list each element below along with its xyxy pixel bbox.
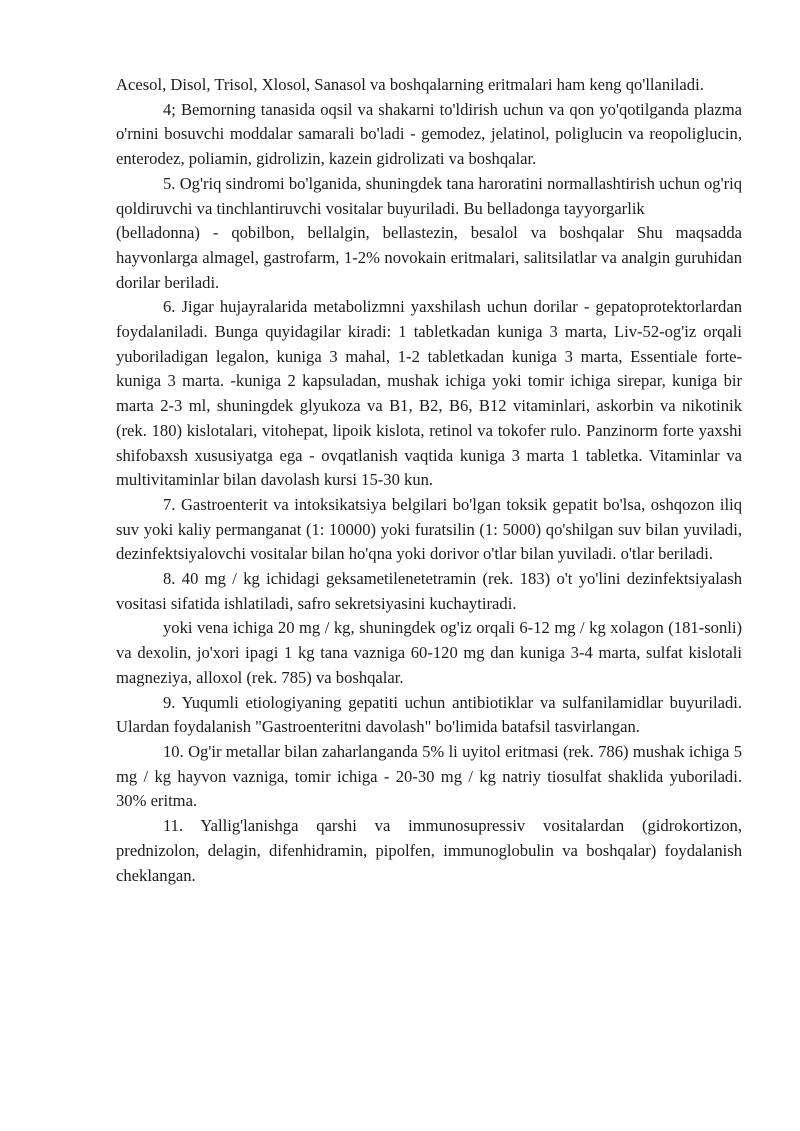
paragraph-10-heavy-metals: 10. Og'ir metallar bilan zaharlanganda 5% li uyitol eritmasi (rek. 786) mushak ichiga 5 mg / kg hayvon vazniga, tomir ichiga - 20-30 mg / kg natriy tiosulfat shaklida yuboriladi. 30% eritma. [116,741,742,811]
paragraph-4-plasma-substitutes: 4; Bemorning tanasida oqsil va shakarni to'ldirish uchun va qon yo'qotilganda plazma o'rnini bosuvchi moddalar samarali bo'ladi - gemodez, jelatinol, poliglucin va reopoliglucin, enterodez, poliamin, gidrolizin, kazein gidrolizati va boshqalar. [116,99,742,169]
paragraph-continuation-solutions: Acesol, Disol, Trisol, Xlosol, Sanasol va boshqalarning eritmalari ham keng qo'llaniladi. [116,75,704,94]
paragraph-5-pain-syndrome: 5. Og'riq sindromi bo'lganida, shuningdek tana haroratini normallashtirish uchun og'riq qoldiruvchi va tinchlantiruvchi vositalar buyuriladi. Bu belladonga tayyorgarlik [116,173,742,218]
paragraph-8-hexamethylenetetramine: 8. 40 mg / kg ichidagi geksametilenetetramin (rek. 183) o't yo'lini dezinfektsiyalash vositasi sifatida ishlatiladi, safro sekretsiyasini kuchaytiradi. [116,569,742,613]
document-page [116,73,742,888]
paragraph-9-infectious-hepatitis: 9. Yuqumli etiologiyaning gepatiti uchun antibiotiklar va sulfanilamidlar buyuriladi. Ulardan foydalanish "Gastroenteritni davolash" bo'limida batafsil tasvirlangan. [116,692,742,737]
paragraph-7-toxic-hepatitis: 7. Gastroenterit va intoksikatsiya belgilari bo'lgan toksik gepatit bo'lsa, oshqozon iliq suv yoki kaliy permanganat (1: 10000) yoki furatsilin (1: 5000) qo'shilgan suv bilan yuviladi, dezinfektsiyalovchi vositalar bilan ho'qna yoki dorivor o'tlar bilan yuviladi. o'tlar beriladi. [116,494,742,564]
paragraph-8-continuation: yoki vena ichiga 20 mg / kg, shuningdek og'iz orqali 6-12 mg / kg xolagon (181-sonli) va dexolin, jo'xori ipagi 1 kg tana vazniga 60-120 mg dan kuniga 3-4 marta, sulfat kislotali magneziya, alloxol (rek. 785) va boshqalar. [116,618,742,687]
paragraph-11-anti-inflammatory: 11. Yallig'lanishga qarshi va immunosupressiv vositalardan (gidrokortizon, prednizolon, delagin, difenhidramin, pipolfen, immunoglobulin va boshqalar) foydalanish cheklangan. [116,816,742,885]
paragraph-5-belladonna-continuation: (belladonna) - qobilbon, bellalgin, bellastezin, besalol va boshqalar Shu maqsadda hayvonlarga almagel, gastrofarm, 1-2% novokain eritmalari, salitsilatlar va analgin guruhidan dorilar beriladi. [116,223,742,292]
paragraph-6-hepatoprotectors: 6. Jigar hujayralarida metabolizmni yaxshilash uchun dorilar - gepatoprotektorlardan foydalaniladi. Bunga quyidagilar kiradi: 1 tabletkadan kuniga 3 marta, Liv-52-og'iz orqali yuboriladigan legalon, kuniga 3 mahal, 1-2 tabletkadan kuniga 3 marta, Essentiale forte-kuniga 3 marta. -kuniga 2 kapsuladan, mushak ichiga yoki tomir ichiga sirepar, kuniga bir marta 2-3 ml, shuningdek glyukoza va B1, B2, B6, B12 vitaminlari, askorbin va nikotinik (rek. 180) kislotalari, vitohepat, lipoik kislota, retinol va tokofer rulo. Panzinorm forte yaxshi shifobaxsh xususiyatga ega - ovqatlanish vaqtida kuniga 3 marta 1 tabletka. Vitaminlar va multivitaminlar bilan davolash kursi 15-30 kun. [116,297,742,490]
